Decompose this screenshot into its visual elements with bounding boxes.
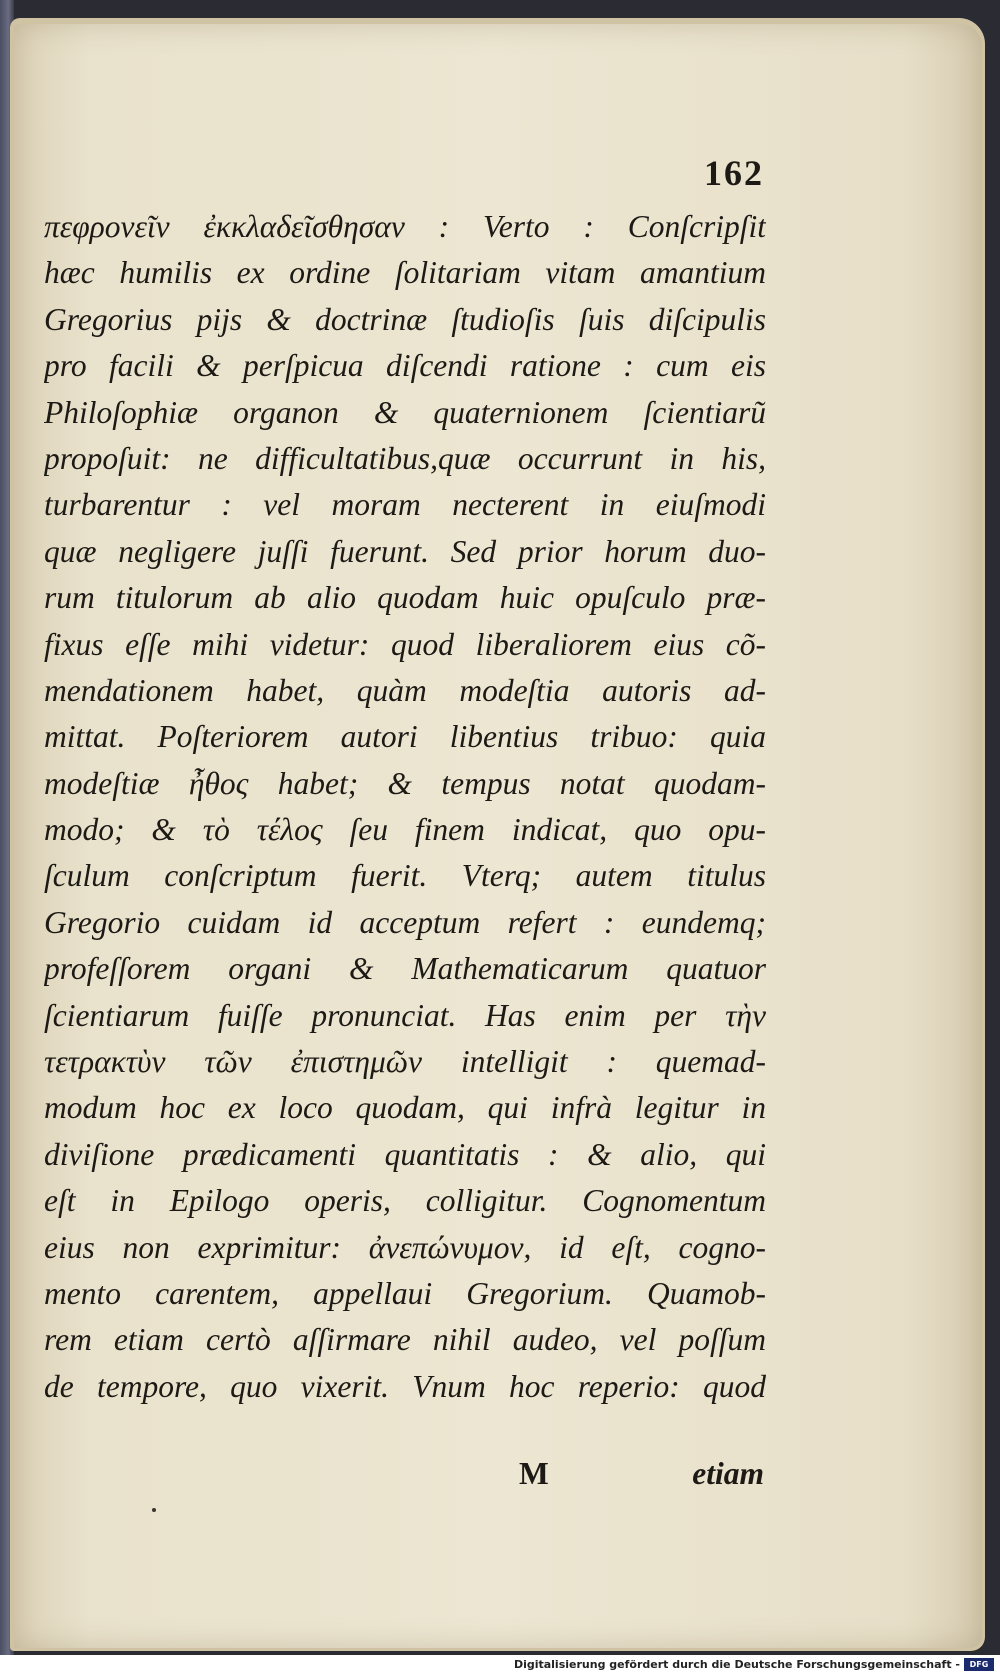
text-line: ſcientiarum fuiſſe pronunciat. Has enim per τὴν bbox=[44, 997, 766, 1033]
text-line: propoſuit: ne difficultatibus,quæ occurrunt in his, bbox=[44, 440, 766, 476]
text-line: mittat. Poſteriorem autori libentius tribuo: quia bbox=[44, 719, 766, 755]
text-line: eſt in Epilogo operis, colligitur. Cognomentum bbox=[44, 1183, 766, 1219]
text-line: modum hoc ex loco quodam, qui infrà legitur in bbox=[44, 1090, 766, 1126]
ink-speck bbox=[152, 1508, 156, 1512]
text-line: rem etiam certò aſſirmare nihil audeo, vel poſſum bbox=[44, 1322, 766, 1358]
text-line: profeſſorem organi & Mathematicarum quatuor bbox=[44, 951, 766, 987]
text-line: turbarentur : vel moram necterent in eiuſmodi bbox=[44, 487, 766, 523]
dfg-logo-icon: DFG bbox=[964, 1658, 994, 1671]
funding-credit: Digitalisierung gefördert durch die Deutsche Forschungsgemeinschaft - bbox=[513, 1658, 960, 1671]
text-line: πεφρονεῖν ἐκκλαδεῖσθησαν : Verto : Conſcripſit bbox=[44, 209, 766, 244]
text-line: Gregorius pijs & doctrinæ ſtudioſis ſuis diſcipulis bbox=[44, 301, 766, 337]
text-line: fixus eſſe mihi videtur: quod liberaliorem eius cõ- bbox=[44, 626, 766, 662]
text-line: eius non exprimitur: ἀνεπώνυμον, id eſt, cogno- bbox=[44, 1229, 766, 1265]
text-line: ſculum conſcriptum fuerit. Vterq; autem titulus bbox=[44, 858, 766, 894]
text-line: τετρακτὺν τῶν ἐπιστημῶν intelligit : quemad- bbox=[44, 1044, 766, 1080]
text-line: modo; & τὸ τέλος ſeu finem indicat, quo opu- bbox=[44, 812, 766, 848]
catchword: etiam bbox=[692, 1456, 764, 1491]
text-line: Philoſophiæ organon & quaternionem ſcientiarũ bbox=[44, 394, 766, 430]
page-foot bbox=[519, 1456, 764, 1496]
text-line: mento carentem, appellaui Gregorium. Quamob- bbox=[44, 1275, 766, 1311]
text-line: rum titulorum ab alio quodam huic opuſculo præ- bbox=[44, 580, 766, 616]
page-number: 162 bbox=[704, 153, 764, 193]
text-line: hæc humilis ex ordine ſolitariam vitam amantium bbox=[44, 255, 766, 291]
text-line: pro facili & perſpicua diſcendi ratione : cum eis bbox=[44, 348, 766, 384]
text-line: Gregorio cuidam id acceptum refert : eundemq; bbox=[44, 904, 766, 940]
page-body bbox=[44, 204, 766, 1410]
book-page bbox=[14, 24, 982, 1648]
text-line: mendationem habet, quàm modeſtia autoris ad- bbox=[44, 672, 766, 708]
text-line: quæ negligere juſſi fuerunt. Sed prior horum duo- bbox=[44, 533, 766, 569]
text-line: modeſtiæ ἦθος habet; & tempus notat quodam- bbox=[44, 765, 766, 801]
text-line: de tempore, quo vixerit. Vnum hoc reperio: quod bbox=[44, 1368, 766, 1404]
signature-mark: M bbox=[519, 1456, 549, 1491]
text-line: diviſione prædicamenti quantitatis : & alio, qui bbox=[44, 1136, 766, 1172]
